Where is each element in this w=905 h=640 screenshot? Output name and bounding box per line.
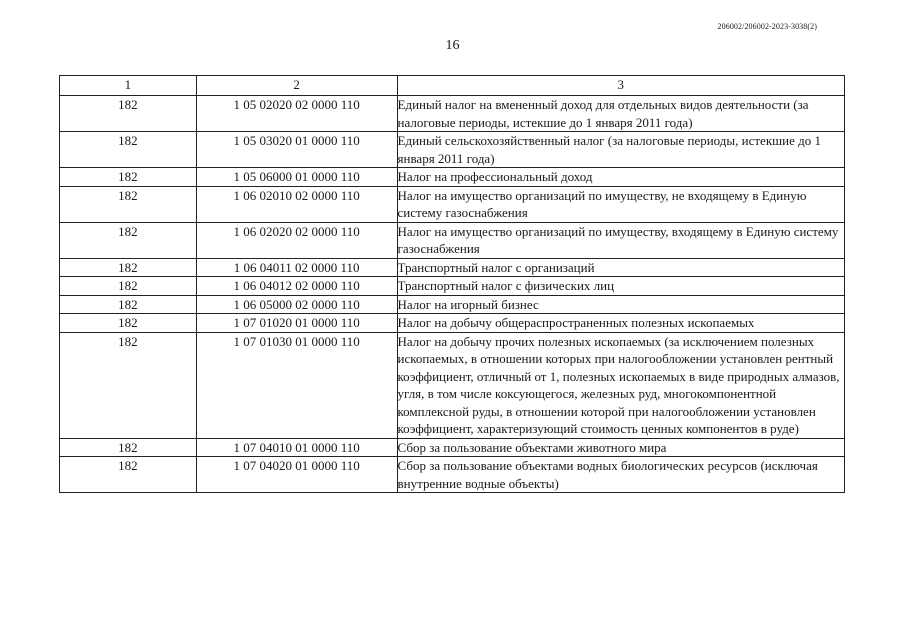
income-description-cell: Налог на добычу прочих полезных ископаемых (за исключением полезных ископаемых, в отношении которых при налогообложении установлен рентный коэффициент, отличный от 1, полезных ископаемых в виде природных алмазов, угля, в том числе коксующегося, железных руд, многокомпонентной комплексной руды, в отношении которой при налогообложении установлен коэффициент, характеризующий стоимость ценных компонентов в руде)	[397, 332, 844, 438]
budget-classification-code-cell: 1 06 05000 02 0000 110	[196, 295, 397, 314]
budget-classification-code-cell: 1 05 02020 02 0000 110	[196, 96, 397, 132]
table-row	[60, 186, 845, 222]
income-description-cell: Налог на игорный бизнес	[397, 295, 844, 314]
table-row	[60, 295, 845, 314]
income-description-cell: Транспортный налог с организаций	[397, 258, 844, 277]
table-row	[60, 258, 845, 277]
admin-code-cell: 182	[60, 277, 197, 296]
admin-code-cell: 182	[60, 168, 197, 187]
income-description-cell: Сбор за пользование объектами водных биологических ресурсов (исключая внутренние водные объекты)	[397, 457, 844, 493]
budget-classification-code-cell: 1 07 04010 01 0000 110	[196, 438, 397, 457]
admin-code-cell: 182	[60, 314, 197, 333]
document-reference: 206002/206002-2023-3038(2)	[717, 22, 817, 31]
income-description-cell: Единый налог на вмененный доход для отдельных видов деятельности (за налоговые периоды, истекшие до 1 января 2011 года)	[397, 96, 844, 132]
table-row	[60, 222, 845, 258]
budget-classification-code-cell: 1 07 04020 01 0000 110	[196, 457, 397, 493]
table-body	[60, 96, 845, 493]
budget-classification-code-cell: 1 06 02010 02 0000 110	[196, 186, 397, 222]
admin-code-cell: 182	[60, 132, 197, 168]
table-row	[60, 96, 845, 132]
income-description-cell: Налог на имущество организаций по имуществу, входящему в Единую систему газоснабжения	[397, 222, 844, 258]
budget-classification-code-cell: 1 06 02020 02 0000 110	[196, 222, 397, 258]
table-row	[60, 457, 845, 493]
column-header-2: 2	[196, 76, 397, 96]
table-row	[60, 277, 845, 296]
budget-classification-code-cell: 1 06 04011 02 0000 110	[196, 258, 397, 277]
budget-classification-code-cell: 1 07 01020 01 0000 110	[196, 314, 397, 333]
table-row	[60, 168, 845, 187]
admin-code-cell: 182	[60, 332, 197, 438]
admin-code-cell: 182	[60, 438, 197, 457]
budget-classification-code-cell: 1 05 03020 01 0000 110	[196, 132, 397, 168]
admin-code-cell: 182	[60, 457, 197, 493]
admin-code-cell: 182	[60, 96, 197, 132]
budget-codes-table	[59, 75, 845, 493]
income-description-cell: Налог на профессиональный доход	[397, 168, 844, 187]
budget-classification-code-cell: 1 07 01030 01 0000 110	[196, 332, 397, 438]
table-row	[60, 438, 845, 457]
budget-classification-code-cell: 1 05 06000 01 0000 110	[196, 168, 397, 187]
income-description-cell: Налог на имущество организаций по имуществу, не входящему в Единую систему газоснабжения	[397, 186, 844, 222]
column-header-1: 1	[60, 76, 197, 96]
column-header-3: 3	[397, 76, 844, 96]
table-header-row	[60, 76, 845, 96]
budget-classification-code-cell: 1 06 04012 02 0000 110	[196, 277, 397, 296]
table-row	[60, 332, 845, 438]
table-row	[60, 314, 845, 333]
admin-code-cell: 182	[60, 186, 197, 222]
admin-code-cell: 182	[60, 222, 197, 258]
admin-code-cell: 182	[60, 258, 197, 277]
income-description-cell: Единый сельскохозяйственный налог (за налоговые периоды, истекшие до 1 января 2011 года)	[397, 132, 844, 168]
income-description-cell: Транспортный налог с физических лиц	[397, 277, 844, 296]
table-row	[60, 132, 845, 168]
page-number: 16	[445, 38, 460, 53]
income-description-cell: Сбор за пользование объектами животного мира	[397, 438, 844, 457]
admin-code-cell: 182	[60, 295, 197, 314]
income-description-cell: Налог на добычу общераспространенных полезных ископаемых	[397, 314, 844, 333]
